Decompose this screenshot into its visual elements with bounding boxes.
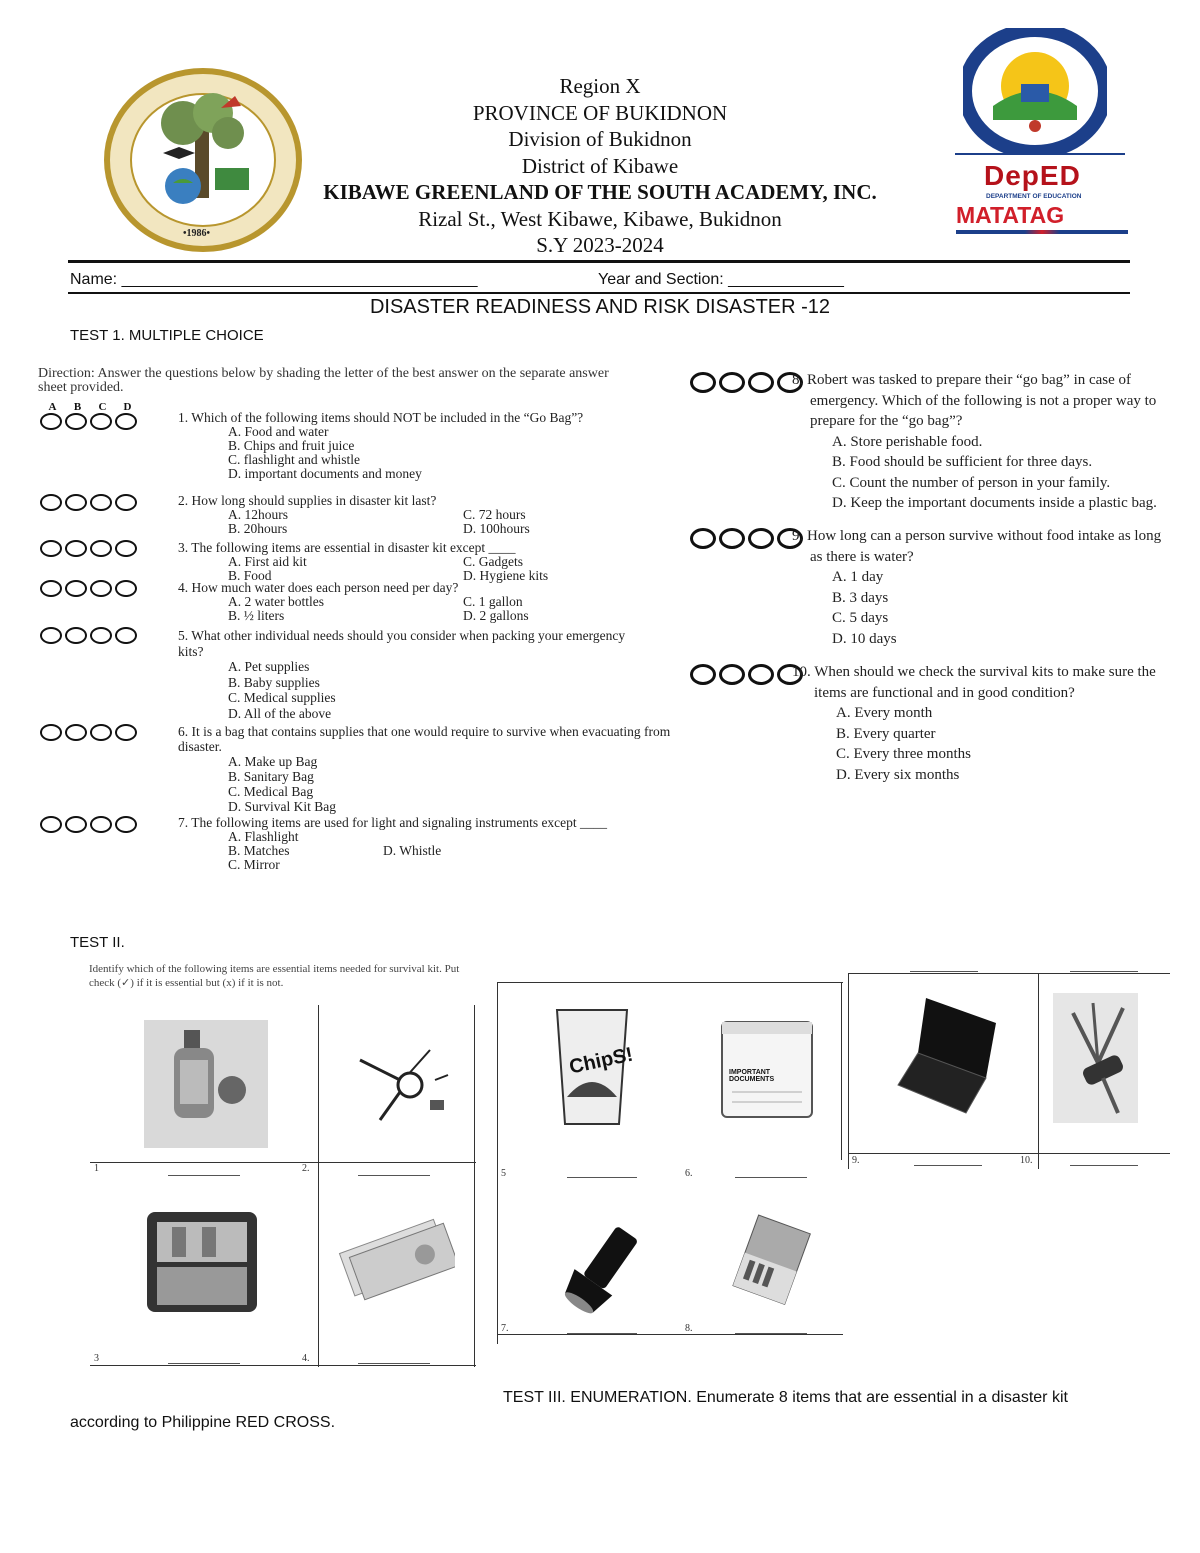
item-number-7: 7. (501, 1323, 509, 1334)
answer-blank-10[interactable] (1070, 1165, 1138, 1166)
answer-bubbles-2[interactable] (40, 494, 137, 511)
answer-blank-2[interactable] (358, 1175, 430, 1176)
school-name: KIBAWE GREENLAND OF THE SOUTH ACADEMY, INC. (323, 180, 877, 204)
answer-blank-3[interactable] (168, 1363, 240, 1364)
test3-continuation: according to Philippine RED CROSS. (70, 1414, 336, 1431)
option: D. 2 gallons (463, 608, 529, 623)
item-grid-1 (90, 1005, 476, 1367)
answer-bubbles-6[interactable] (40, 724, 137, 741)
option: B. Matches (228, 843, 290, 858)
option: C. Gadgets (463, 554, 523, 569)
item-number-5: 5 (501, 1168, 506, 1179)
test3-heading: TEST III. ENUMERATION. Enumerate 8 items that are essential in a disaster kit (503, 1389, 1068, 1406)
option: C. Medical Bag (228, 784, 314, 799)
header-line-division: Division of Bukidnon (508, 127, 692, 151)
option: C. Count the number of person in your family. (832, 474, 1111, 491)
answer-bubbles-8[interactable] (690, 372, 803, 393)
answer-blank-6[interactable] (735, 1177, 807, 1178)
item-image-documents (717, 1017, 817, 1122)
header-line-province: PROVINCE OF BUKIDNON (472, 100, 728, 125)
letter-c: C (98, 401, 107, 413)
item-number-2: 2. (302, 1163, 310, 1174)
deped-subtitle: DEPARTMENT OF EDUCATION (986, 193, 1082, 200)
item-image-lantern (144, 1020, 268, 1148)
option: A. Flashlight (228, 829, 299, 844)
question-text: 4. How much water does each person need per day? (178, 580, 459, 595)
item-number-6: 6. (685, 1168, 693, 1179)
option: A. First aid kit (228, 554, 307, 569)
item-number-9: 9. (852, 1155, 860, 1166)
item-number-1: 1 (94, 1163, 99, 1174)
item-image-laptop (896, 993, 1001, 1123)
option: C. Mirror (228, 857, 280, 872)
item-image-first-aid-bag (142, 1197, 262, 1322)
answer-blank-5[interactable] (567, 1177, 637, 1178)
deped-logo: DepED (984, 160, 1081, 191)
question-4 (178, 581, 678, 623)
option: B. 3 days (832, 589, 889, 606)
option: D. All of the above (228, 705, 332, 721)
option: C. 72 hours (463, 507, 526, 522)
letter-d: D (123, 401, 132, 413)
option: B. ½ liters (228, 608, 285, 623)
answer-bubbles-3[interactable] (40, 540, 137, 557)
option: D. 100hours (463, 521, 530, 536)
answer-bubbles-1[interactable] (40, 413, 137, 430)
name-field[interactable]: Name: ________________________________________ (70, 271, 478, 288)
item-number-8: 8. (685, 1323, 693, 1334)
header-blank-10 (1070, 971, 1138, 972)
question-text: 6. It is a bag that contains supplies that one would require to survive when evacuating from disaster. (178, 724, 671, 754)
question-8 (792, 370, 1162, 514)
header-line-region: Region X (559, 74, 641, 98)
option: C. flashlight and whistle (228, 452, 360, 467)
question-3 (178, 541, 678, 583)
answer-bubbles-5[interactable] (40, 627, 137, 644)
option: B. Baby supplies (228, 674, 320, 690)
seal-divider (955, 153, 1125, 155)
item-image-matches (729, 1212, 814, 1307)
option: C. 5 days (832, 610, 889, 626)
option: D. Keep the important documents inside a plastic bag. (832, 495, 1157, 511)
item-image-flashlight (557, 1220, 647, 1320)
documents-label: IMPORTANT DOCUMENTS (729, 1069, 775, 1083)
question-9 (792, 526, 1162, 649)
question-text: 5. What other individual needs should you consider when packing your emergency kits? (178, 628, 626, 659)
option: B. Every quarter (836, 725, 936, 742)
item-image-chips (547, 1002, 637, 1132)
school-year: S.Y 2023-2024 (536, 233, 664, 257)
matatag-logo: MATATAG (956, 202, 1065, 228)
question-6 (178, 724, 678, 814)
option: D. important documents and money (228, 466, 422, 481)
answer-blank-9[interactable] (914, 1165, 982, 1166)
option: D. 10 days (832, 630, 897, 647)
header-blank-9 (910, 971, 978, 972)
item-image-money (335, 1210, 455, 1310)
option: D. Survival Kit Bag (228, 799, 336, 814)
item-image-multitool (1053, 993, 1138, 1123)
test1-heading: TEST 1. MULTIPLE CHOICE (70, 327, 264, 344)
option: D. Hygiene kits (463, 568, 549, 583)
option: B. Sanitary Bag (228, 769, 314, 784)
option: B. Food should be sufficient for three days. (832, 454, 1093, 470)
test2-heading: TEST II. (70, 934, 125, 951)
item-image-toiletries (350, 1030, 450, 1135)
question-text: 2. How long should supplies in disaster kit last? (178, 493, 437, 508)
question-7 (178, 816, 638, 872)
item-number-4: 4. (302, 1353, 310, 1364)
header-line-district: District of Kibawe (521, 153, 679, 178)
question-5 (178, 628, 648, 721)
exam-title: DISASTER READINESS AND RISK DISASTER -12 (369, 296, 831, 318)
option: A. Store perishable food. (832, 433, 983, 450)
question-2 (178, 494, 678, 536)
option: A. Every month (836, 705, 933, 721)
option: B. Food (228, 568, 272, 583)
option: A. Make up Bag (228, 754, 318, 769)
header-rule (68, 260, 1130, 263)
answer-blank-8[interactable] (735, 1333, 807, 1334)
direction-text: Direction: Answer the questions below by shading the letter of the best answer on the separate answer sheet provided. (38, 366, 609, 395)
division-seal (963, 28, 1107, 154)
question-text: 1. Which of the following items should NOT be included in the “Go Bag”? (178, 410, 584, 425)
answer-blank-7[interactable] (567, 1333, 637, 1334)
item-number-3: 3 (94, 1353, 99, 1364)
answer-bubbles-9[interactable] (690, 528, 803, 549)
item-number-10: 10. (1020, 1155, 1033, 1166)
logo-year: •1986• (183, 228, 211, 239)
chips-label: ChipS! (567, 1043, 635, 1079)
question-text: 7. The following items are used for light and signaling instruments except ____ (178, 815, 608, 830)
year-section-field[interactable]: Year and Section: _____________ (598, 271, 844, 288)
school-address: Rizal St., West Kibawe, Kibawe, Bukidnon (418, 206, 782, 231)
answer-blank-1[interactable] (168, 1175, 240, 1176)
matatag-underline (956, 230, 1128, 234)
option: D. Every six months (836, 766, 960, 783)
answer-bubbles-7[interactable] (40, 816, 137, 833)
item-grid-3 (848, 965, 1170, 1170)
option: C. Every three months (836, 746, 971, 762)
option: A. 12hours (228, 507, 288, 522)
option: A. 1 day (832, 569, 884, 585)
letter-a: A (48, 401, 57, 413)
question-text: 3. The following items are essential in disaster kit except ____ (178, 540, 516, 555)
option: B. Chips and fruit juice (228, 438, 355, 453)
item-grid-2 (497, 982, 843, 1344)
question-text: 8. Robert was tasked to prepare their “go bag” in case of emergency. Which of the following is not a proper way to prepare for the “go bag”? (792, 372, 1157, 429)
option: A. Food and water (228, 424, 329, 439)
test2-instruction: Identify which of the following items are essential items needed for survival kit. Put check (✓) if it is essential but (x) if it is not. (89, 963, 460, 989)
answer-bubbles-4[interactable] (40, 580, 137, 597)
option: C. 1 gallon (463, 594, 523, 609)
answer-bubbles-10[interactable] (690, 664, 803, 685)
option: C. Medical supplies (228, 690, 336, 705)
name-rule (68, 292, 1130, 294)
question-text: 9. How long can a person survive without food intake as long as there is water? (792, 528, 1162, 565)
question-text: 10. When should we check the survival kits to make sure the items are functional and in good condition? (792, 664, 1156, 701)
answer-blank-4[interactable] (358, 1363, 430, 1364)
option: B. 20hours (228, 521, 288, 536)
option: A. 2 water bottles (228, 594, 324, 609)
letter-b: B (73, 401, 82, 413)
option: D. Whistle (383, 843, 442, 858)
option: A. Pet supplies (228, 659, 310, 674)
question-10 (792, 662, 1164, 785)
question-1 (178, 411, 678, 481)
